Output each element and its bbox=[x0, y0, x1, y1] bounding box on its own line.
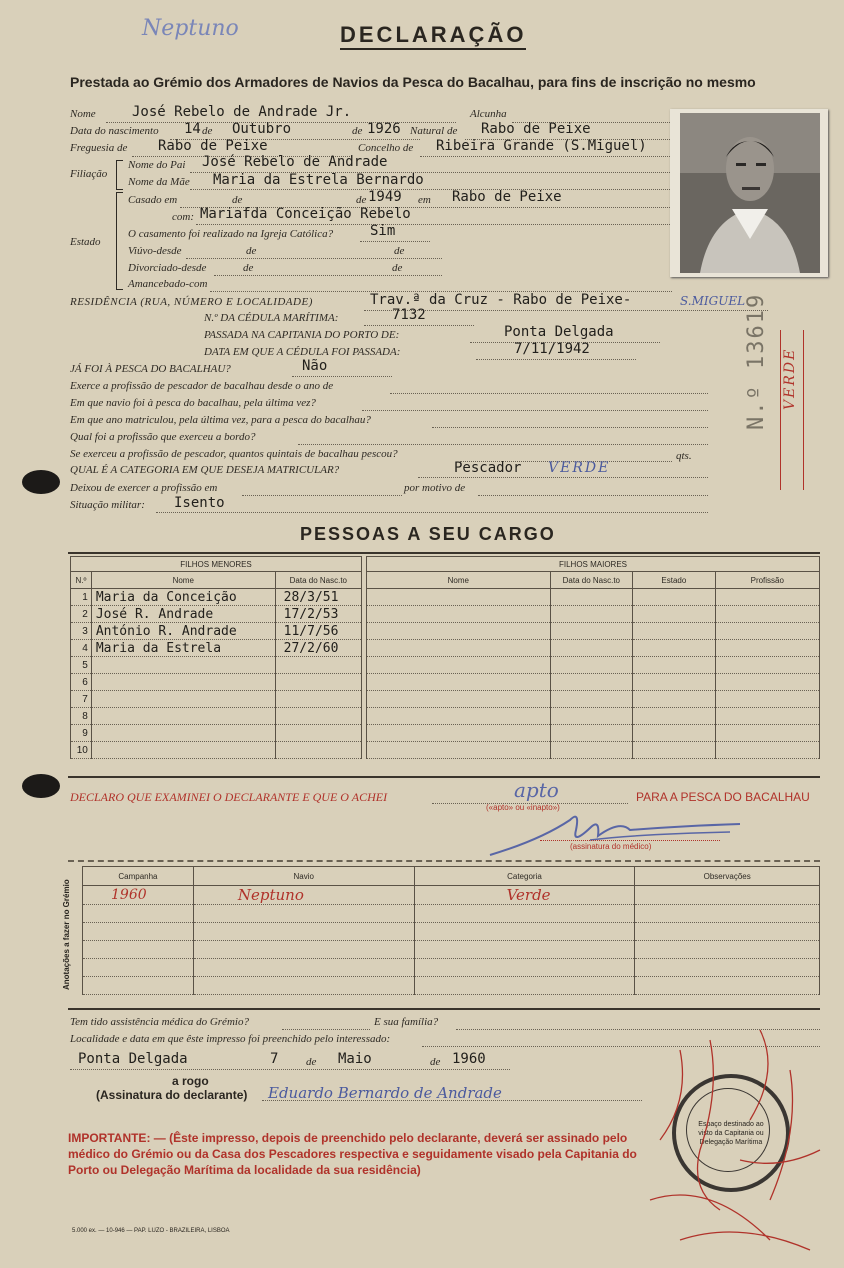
table-row bbox=[367, 742, 820, 759]
child-birthdate bbox=[275, 674, 361, 691]
ja-foi-value: Não bbox=[302, 358, 328, 374]
row-number: 3 bbox=[71, 623, 92, 640]
ano-value: 1960 bbox=[452, 1051, 486, 1067]
empty-cell bbox=[550, 623, 633, 640]
empty-cell bbox=[635, 905, 820, 923]
table-row bbox=[71, 623, 362, 640]
child-name bbox=[91, 674, 275, 691]
empty-cell bbox=[635, 923, 820, 941]
empty-cell bbox=[715, 674, 819, 691]
row-number: 8 bbox=[71, 708, 92, 725]
mae-label: Nome da Mãe bbox=[128, 176, 190, 188]
child-birthdate bbox=[275, 657, 361, 674]
empty-cell bbox=[715, 708, 819, 725]
col-profissao-header: Profissão bbox=[715, 572, 819, 589]
child-birthdate bbox=[275, 725, 361, 742]
verde-stamp: VERDE bbox=[782, 347, 798, 410]
de-label: de bbox=[392, 262, 403, 274]
child-birthdate bbox=[275, 742, 361, 759]
de-label: de bbox=[306, 1056, 317, 1068]
deixou-label: Deixou de exercer a profissão em bbox=[70, 482, 218, 494]
child-name: Maria da Estrela bbox=[91, 640, 275, 657]
empty-cell bbox=[367, 657, 551, 674]
table-row bbox=[367, 589, 820, 606]
anot-observacoes bbox=[635, 886, 820, 905]
pessoas-title: PESSOAS A SEU CARGO bbox=[300, 524, 556, 544]
empty-cell bbox=[83, 977, 194, 995]
declaro-text: DECLARO QUE EXAMINEI O DECLARANTE E QUE O ACHEI bbox=[70, 790, 388, 804]
assinatura-declarante-label: (Assinatura do declarante) bbox=[96, 1088, 248, 1102]
red-handwritten-annotation bbox=[620, 1010, 840, 1260]
empty-cell bbox=[193, 959, 414, 977]
handwritten-ship-name: Neptuno bbox=[142, 16, 239, 41]
empty-cell bbox=[414, 923, 635, 941]
child-name bbox=[91, 691, 275, 708]
empty-cell bbox=[715, 640, 819, 657]
row-number: 1 bbox=[71, 589, 92, 606]
cedula-value: 7132 bbox=[392, 307, 426, 323]
de-label: de bbox=[243, 262, 254, 274]
empty-cell bbox=[715, 589, 819, 606]
child-birthdate: 27/2/60 bbox=[275, 640, 361, 657]
pai-value: José Rebelo de Andrade bbox=[202, 154, 388, 170]
col-nome-header: Nome bbox=[367, 572, 551, 589]
print-info: 5.000 ex. — 10-946 — PAP. LUZO - BRAZILEIRA, LISBOA bbox=[72, 1228, 230, 1234]
de-label: de bbox=[430, 1056, 441, 1068]
table-row bbox=[83, 941, 820, 959]
child-birthdate: 17/2/53 bbox=[275, 606, 361, 623]
empty-cell bbox=[635, 941, 820, 959]
empty-cell bbox=[633, 674, 716, 691]
row-number: 4 bbox=[71, 640, 92, 657]
document-subtitle: Prestada ao Grémio dos Armadores de Navios da Pesca do Bacalhau, para fins de inscrição no mesmo bbox=[70, 74, 756, 90]
question-3: Em que ano matriculou, pela última vez, para a pesca do bacalhau? bbox=[70, 414, 371, 426]
anotacoes-table bbox=[82, 866, 820, 995]
row-number: 10 bbox=[71, 742, 92, 759]
filhos-maiores-header: FILHOS MAIORES bbox=[367, 557, 820, 572]
empty-cell bbox=[550, 674, 633, 691]
row-number: 5 bbox=[71, 657, 92, 674]
empty-cell bbox=[633, 742, 716, 759]
empty-cell bbox=[633, 657, 716, 674]
table-row bbox=[83, 923, 820, 941]
col-categoria-header: Categoria bbox=[414, 867, 635, 886]
col-observacoes-header: Observações bbox=[635, 867, 820, 886]
assinatura-medico-label: (assinatura do médico) bbox=[570, 842, 652, 851]
empty-cell bbox=[83, 923, 194, 941]
mes-value: Maio bbox=[338, 1051, 372, 1067]
de-label: de bbox=[202, 125, 213, 137]
table-row bbox=[367, 708, 820, 725]
question-2: Em que navio foi à pesca do bacalhau, pela última vez? bbox=[70, 397, 316, 409]
empty-cell bbox=[715, 691, 819, 708]
table-row bbox=[367, 674, 820, 691]
doctor-signature bbox=[480, 800, 760, 860]
estado-label: Estado bbox=[70, 236, 101, 248]
empty-cell bbox=[193, 977, 414, 995]
empty-cell bbox=[633, 623, 716, 640]
question-1: Exerce a profissão de pescador de bacalhau desde o ano de bbox=[70, 380, 334, 392]
empty-cell bbox=[715, 606, 819, 623]
empty-cell bbox=[367, 742, 551, 759]
child-name: Maria da Conceição bbox=[91, 589, 275, 606]
empty-cell bbox=[550, 708, 633, 725]
nascimento-ano: 1926 bbox=[367, 121, 401, 137]
empty-cell bbox=[550, 742, 633, 759]
table-row bbox=[71, 674, 362, 691]
table-row bbox=[83, 977, 820, 995]
de-label: de bbox=[246, 245, 257, 257]
residencia-value: Trav.ª da Cruz - Rabo de Peixe- bbox=[370, 292, 632, 308]
empty-cell bbox=[715, 657, 819, 674]
anot-navio: Neptuno bbox=[193, 886, 414, 905]
table-row bbox=[83, 905, 820, 923]
qts-label: qts. bbox=[676, 450, 692, 462]
localidade-label: Localidade e data em que êste impresso foi preenchido pelo interessado: bbox=[70, 1033, 391, 1045]
row-number: 6 bbox=[71, 674, 92, 691]
punch-hole bbox=[22, 470, 60, 494]
freguesia-label: Freguesia de bbox=[70, 142, 128, 154]
table-row bbox=[367, 606, 820, 623]
filhos-maiores-table bbox=[366, 556, 820, 759]
empty-cell bbox=[633, 589, 716, 606]
table-row bbox=[71, 725, 362, 742]
casado-ano: 1949 bbox=[368, 189, 402, 205]
registration-number-stamp: N.º 13619 bbox=[744, 292, 769, 430]
para-pesca-text: PARA A PESCA DO BACALHAU bbox=[636, 790, 810, 804]
child-birthdate: 11/7/56 bbox=[275, 623, 361, 640]
row-number: 2 bbox=[71, 606, 92, 623]
categoria-label: QUAL É A CATEGORIA EM QUE DESEJA MATRICULAR? bbox=[70, 464, 340, 476]
data-cedula-label: DATA EM QUE A CÉDULA FOI PASSADA: bbox=[204, 346, 401, 358]
igreja-value: Sim bbox=[370, 223, 396, 239]
child-birthdate bbox=[275, 691, 361, 708]
por-motivo-label: por motivo de bbox=[404, 482, 466, 494]
nascimento-dia: 14 bbox=[184, 121, 201, 137]
question-4: Qual foi a profissão que exerceu a bordo? bbox=[70, 431, 256, 443]
portrait-photo bbox=[670, 109, 828, 277]
empty-cell bbox=[83, 905, 194, 923]
col-nome-header: Nome bbox=[91, 572, 275, 589]
empty-cell bbox=[414, 977, 635, 995]
importante-note: IMPORTANTE: — (Êste impresso, depois de preenchido pelo declarante, deverá ser assinado pelo médico do Grémio ou da Casa dos Pescadores respectiva e seguidamente visado pela Capitania do Porto ou Delegação Marítima da localidade da sua residência) bbox=[68, 1131, 637, 1177]
empty-cell bbox=[414, 905, 635, 923]
photo-frame bbox=[670, 109, 828, 277]
anot-categoria: Verde bbox=[414, 886, 635, 905]
empty-cell bbox=[550, 640, 633, 657]
dia-value: 7 bbox=[270, 1051, 279, 1067]
table-row bbox=[71, 708, 362, 725]
anotacoes-side-label: Anotações a fazer no Grémio bbox=[62, 879, 71, 990]
concelho-value: Ribeira Grande (S.Miguel) bbox=[436, 138, 647, 154]
empty-cell bbox=[633, 691, 716, 708]
table-row bbox=[71, 691, 362, 708]
row-number: 7 bbox=[71, 691, 92, 708]
col-campanha-header: Campanha bbox=[83, 867, 194, 886]
declarante-signature: Eduardo Bernardo de Andrade bbox=[268, 1084, 502, 1102]
categoria-handwritten: VERDE bbox=[548, 460, 611, 476]
empty-cell bbox=[83, 959, 194, 977]
table-row bbox=[367, 691, 820, 708]
apto-hint: («apto» ou «inapto») bbox=[486, 803, 560, 812]
col-data-header: Data do Nasc.to bbox=[550, 572, 633, 589]
table-row bbox=[71, 640, 362, 657]
document-title: DECLARAÇÃO bbox=[340, 22, 526, 50]
child-name bbox=[91, 725, 275, 742]
nome-value: José Rebelo de Andrade Jr. bbox=[132, 104, 352, 120]
casado-label: Casado em bbox=[128, 194, 178, 206]
pai-label: Nome do Pai bbox=[128, 159, 186, 171]
empty-cell bbox=[633, 725, 716, 742]
filiacao-label: Filiação bbox=[70, 168, 108, 180]
local-value: Ponta Delgada bbox=[78, 1051, 188, 1067]
table-row bbox=[83, 959, 820, 977]
empty-cell bbox=[414, 941, 635, 959]
child-name bbox=[91, 742, 275, 759]
empty-cell bbox=[550, 691, 633, 708]
child-name bbox=[91, 708, 275, 725]
empty-cell bbox=[414, 959, 635, 977]
igreja-label: O casamento foi realizado na Igreja Católica? bbox=[128, 228, 334, 240]
empty-cell bbox=[193, 941, 414, 959]
punch-hole bbox=[22, 774, 60, 798]
capitania-label: PASSADA NA CAPITANIA DO PORTO DE: bbox=[204, 329, 400, 341]
amancebado-label: Amancebado-com bbox=[128, 278, 208, 290]
table-row bbox=[71, 589, 362, 606]
residencia-handwritten: S.MIGUEL bbox=[680, 294, 746, 308]
data-cedula-value: 7/11/1942 bbox=[514, 341, 590, 357]
nome-label: Nome bbox=[70, 108, 96, 120]
table-row bbox=[367, 623, 820, 640]
child-name: António R. Andrade bbox=[91, 623, 275, 640]
capitania-value: Ponta Delgada bbox=[504, 324, 614, 340]
empty-cell bbox=[550, 589, 633, 606]
divorciado-label: Divorciado-desde bbox=[128, 262, 207, 274]
empty-cell bbox=[715, 623, 819, 640]
table-row bbox=[367, 640, 820, 657]
table-row bbox=[71, 606, 362, 623]
empty-cell bbox=[193, 923, 414, 941]
empty-cell bbox=[367, 708, 551, 725]
nascimento-mes: Outubro bbox=[232, 121, 292, 137]
freguesia-value: Rabo de Peixe bbox=[158, 138, 268, 154]
natural-label: Natural de bbox=[410, 125, 458, 137]
empty-cell bbox=[715, 725, 819, 742]
child-name: José R. Andrade bbox=[91, 606, 275, 623]
nascimento-label: Data do nascimento bbox=[70, 125, 159, 137]
empty-cell bbox=[633, 708, 716, 725]
table-row bbox=[71, 657, 362, 674]
filhos-menores-header: FILHOS MENORES bbox=[71, 557, 362, 572]
question-5: Se exerceu a profissão de pescador, quantos quintais de bacalhau pescou? bbox=[70, 448, 398, 460]
empty-cell bbox=[633, 606, 716, 623]
de-label: de bbox=[394, 245, 405, 257]
a-rogo-label: a rogo bbox=[172, 1074, 209, 1088]
table-row bbox=[367, 657, 820, 674]
filhos-menores-table bbox=[70, 556, 362, 759]
militar-value: Isento bbox=[174, 495, 225, 511]
empty-cell bbox=[83, 941, 194, 959]
empty-cell bbox=[367, 589, 551, 606]
empty-cell bbox=[633, 640, 716, 657]
empty-cell bbox=[367, 606, 551, 623]
de-label: de bbox=[352, 125, 363, 137]
empty-cell bbox=[367, 623, 551, 640]
col-n-header: N.º bbox=[71, 572, 92, 589]
stamp-text: Espaço destinado ao visto da Capitania ou Delegação Marítima bbox=[698, 1121, 764, 1146]
empty-cell bbox=[193, 905, 414, 923]
child-name bbox=[91, 657, 275, 674]
anot-campanha: 1960 bbox=[83, 886, 194, 905]
table-row bbox=[71, 742, 362, 759]
table-row bbox=[367, 725, 820, 742]
empty-cell bbox=[715, 742, 819, 759]
col-navio-header: Navio bbox=[193, 867, 414, 886]
apto-handwritten: apto bbox=[514, 778, 559, 802]
categoria-value: Pescador bbox=[454, 460, 522, 476]
militar-label: Situação militar: bbox=[70, 499, 145, 511]
mae-value: Maria da Estrela Bernardo bbox=[213, 172, 424, 188]
casado-local: Rabo de Peixe bbox=[452, 189, 562, 205]
empty-cell bbox=[550, 657, 633, 674]
residencia-label: RESIDÊNCIA (RUA, NÚMERO E LOCALIDADE) bbox=[70, 296, 313, 308]
viuvo-label: Viúvo-desde bbox=[128, 245, 182, 257]
empty-cell bbox=[367, 674, 551, 691]
de-label: de bbox=[356, 194, 367, 206]
assistencia-label: Tem tido assistência médica do Grémio? bbox=[70, 1016, 249, 1028]
empty-cell bbox=[367, 725, 551, 742]
empty-cell bbox=[635, 977, 820, 995]
row-number: 9 bbox=[71, 725, 92, 742]
empty-cell bbox=[550, 606, 633, 623]
empty-cell bbox=[367, 640, 551, 657]
alcunha-label: Alcunha bbox=[470, 108, 507, 120]
empty-cell bbox=[635, 959, 820, 977]
cedula-label: N.º DA CÉDULA MARÍTIMA: bbox=[204, 312, 339, 324]
concelho-label: Concelho de bbox=[358, 142, 414, 154]
conjuge-value: Mariafda Conceição Rebelo bbox=[200, 206, 411, 222]
empty-cell bbox=[550, 725, 633, 742]
com-label: com: bbox=[172, 211, 194, 223]
natural-value: Rabo de Peixe bbox=[481, 121, 591, 137]
empty-cell bbox=[367, 691, 551, 708]
em-label: em bbox=[418, 194, 431, 206]
child-birthdate: 28/3/51 bbox=[275, 589, 361, 606]
ja-foi-label: JÁ FOI À PESCA DO BACALHAU? bbox=[70, 363, 231, 375]
col-data-header: Data do Nasc.to bbox=[275, 572, 361, 589]
familia-label: E sua família? bbox=[374, 1016, 439, 1028]
child-birthdate bbox=[275, 708, 361, 725]
col-estado-header: Estado bbox=[633, 572, 716, 589]
de-label: de bbox=[232, 194, 243, 206]
